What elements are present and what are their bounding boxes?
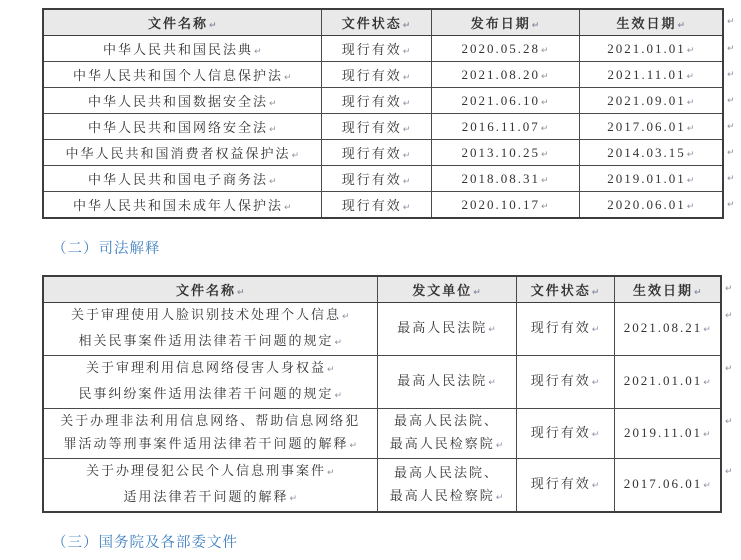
file-status-cell (516, 409, 614, 459)
cell-text: 中华人民共和国未成年人保护法 (72, 198, 283, 213)
cell-text: 现行有效 (530, 320, 591, 335)
file-status-cell (321, 166, 431, 192)
row-end-mark-icon: ↵ (727, 95, 735, 106)
effective-date-cell (579, 36, 723, 62)
section-heading-judicial: （二）司法解释 (52, 241, 161, 257)
row-end-mark-icon: ↵ (727, 121, 735, 132)
row-end-mark-icon: ↵ (725, 284, 733, 294)
laws-table-header (43, 9, 723, 36)
cell-text: 最高人民法院 (397, 320, 488, 335)
cell-text: 2021.01.01 (607, 40, 686, 56)
row-end-mark-icon: ↵ (727, 147, 735, 158)
effective-date-cell (579, 114, 723, 140)
effective-date-cell (579, 192, 723, 219)
cell-text: 最高人民法院 (397, 373, 488, 388)
paragraph-mark-icon: ↵ (703, 325, 711, 335)
file-status-cell (321, 88, 431, 114)
publish-date-cell (431, 166, 579, 192)
paragraph-mark-icon: ↵ (402, 203, 411, 213)
paragraph-mark-icon: ↵ (495, 492, 504, 503)
cell-text: 中华人民共和国数据安全法 (87, 94, 268, 109)
paragraph-mark-icon: ↵ (686, 175, 695, 186)
effective-date-cell (614, 409, 721, 459)
cell-text: 关于审理利用信息网络侵害人身权益 (85, 360, 326, 375)
paragraph-mark-icon: ↵ (268, 125, 277, 135)
file-name-cell (43, 62, 321, 88)
publish-date-cell (431, 62, 579, 88)
cell-text: 现行有效 (530, 424, 591, 440)
file-name-cell (43, 36, 321, 62)
cell-text: 中华人民共和国个人信息保护法 (72, 68, 283, 83)
cell-text: 最高人民检察院 (389, 436, 495, 451)
cell-text: 现行有效 (341, 198, 402, 213)
column-header (614, 276, 721, 303)
paragraph-mark-icon: ↵ (591, 378, 600, 388)
paragraph-mark-icon: ↵ (591, 325, 600, 335)
judicial-table-header (43, 276, 721, 303)
judicial-table-body (43, 303, 721, 513)
paragraph-mark-icon: ↵ (531, 21, 540, 31)
cell-text: 2021.06.10 (461, 92, 540, 108)
cell-text: 最高人民法院、 (393, 413, 499, 428)
paragraph-mark-icon: ↵ (540, 97, 549, 108)
paragraph-mark-icon: ↵ (488, 378, 496, 388)
paragraph-mark-icon: ↵ (289, 494, 298, 504)
cell-text: 中华人民共和国网络安全法 (87, 120, 268, 135)
file-name-cell (43, 140, 321, 166)
publish-date-cell (431, 140, 579, 166)
paragraph-mark-icon: ↵ (495, 441, 504, 451)
column-header (321, 9, 431, 36)
paragraph-mark-icon: ↵ (253, 47, 262, 57)
cell-text: 2021.08.21 (623, 320, 703, 335)
paragraph-mark-icon: ↵ (591, 481, 600, 491)
paragraph-mark-icon: ↵ (540, 175, 549, 186)
publish-date-cell (431, 88, 579, 114)
publish-date-cell (431, 114, 579, 140)
cell-text: 最高人民法院、 (393, 464, 499, 480)
row-end-mark-icon: ↵ (725, 310, 733, 321)
paragraph-mark-icon: ↵ (291, 151, 300, 161)
cell-text: 文件名称 (147, 16, 208, 31)
cell-text: 发文单位 (412, 283, 473, 298)
issuing-unit-cell (377, 356, 516, 409)
paragraph-mark-icon: ↵ (341, 312, 350, 322)
paragraph-mark-icon: ↵ (540, 201, 549, 212)
table-row (43, 88, 723, 114)
table-row (43, 192, 723, 219)
cell-text: 2021.09.01 (607, 92, 686, 108)
paragraph-mark-icon: ↵ (702, 429, 711, 440)
paragraph-mark-icon: ↵ (686, 201, 695, 212)
effective-date-cell (614, 356, 721, 409)
cell-text: 关于办理侵犯公民个人信息刑事案件 (85, 463, 326, 478)
row-end-mark-icon: ↵ (725, 363, 733, 374)
row-end-mark-icon: ↵ (725, 466, 733, 477)
paragraph-mark-icon: ↵ (591, 429, 600, 440)
table-row (43, 114, 723, 140)
effective-date-cell (579, 166, 723, 192)
paragraph-mark-icon: ↵ (703, 378, 711, 388)
laws-table (42, 8, 724, 219)
cell-text: 2020.06.01 (607, 196, 686, 212)
column-header (377, 276, 516, 303)
cell-text: 2017.06.01 (623, 476, 703, 491)
paragraph-mark-icon: ↵ (686, 97, 695, 108)
cell-text: 发布日期 (470, 16, 531, 31)
column-header (516, 276, 614, 303)
file-status-cell (516, 303, 614, 356)
paragraph-mark-icon: ↵ (334, 338, 343, 348)
paragraph-mark-icon: ↵ (334, 391, 343, 401)
effective-date-cell (579, 140, 723, 166)
issuing-unit-cell (377, 409, 516, 459)
paragraph-mark-icon: ↵ (540, 123, 549, 134)
cell-text: 民事纠纷案件适用法律若干问题的规定 (78, 386, 334, 401)
paragraph-mark-icon: ↵ (693, 288, 702, 298)
file-name-cell (43, 88, 321, 114)
cell-text: 相关民事案件适用法律若干问题的规定 (78, 333, 334, 348)
paragraph-mark-icon: ↵ (326, 468, 335, 478)
cell-text: 2016.11.07 (461, 118, 540, 134)
cell-text: 现行有效 (341, 42, 402, 57)
effective-date-cell (614, 303, 721, 356)
file-status-cell (321, 192, 431, 219)
paragraph-mark-icon: ↵ (402, 151, 411, 161)
file-status-cell (516, 459, 614, 513)
publish-date-cell (431, 192, 579, 219)
header-row (43, 9, 723, 36)
paragraph-mark-icon: ↵ (677, 21, 686, 31)
paragraph-mark-icon: ↵ (591, 288, 600, 298)
file-status-cell (321, 62, 431, 88)
column-header (43, 276, 377, 303)
paragraph-mark-icon: ↵ (686, 71, 695, 82)
paragraph-mark-icon: ↵ (236, 288, 245, 298)
cell-text: 关于审理使用人脸识别技术处理个人信息 (70, 307, 341, 322)
file-status-cell (321, 114, 431, 140)
table-row (43, 36, 723, 62)
cell-text: 2019.01.01 (607, 170, 686, 186)
effective-date-cell (579, 88, 723, 114)
paragraph-mark-icon: ↵ (326, 365, 335, 375)
cell-text: 2018.08.31 (461, 170, 540, 186)
row-end-mark-icon: ↵ (727, 69, 735, 80)
cell-text: 现行有效 (341, 172, 402, 187)
paragraph-mark-icon: ↵ (283, 73, 292, 83)
file-name-cell (43, 409, 377, 459)
cell-text: 2017.06.01 (607, 118, 686, 134)
section-heading-state-council: （三）国务院及各部委文件 (52, 535, 238, 551)
cell-text: 文件名称 (175, 283, 236, 298)
table-row (43, 303, 721, 356)
paragraph-mark-icon: ↵ (268, 99, 277, 109)
paragraph-mark-icon: ↵ (686, 149, 695, 160)
cell-text: 中华人民共和国民法典 (102, 42, 253, 57)
cell-text: 2020.10.17 (461, 196, 540, 212)
publish-date-cell (431, 36, 579, 62)
file-name-cell (43, 356, 377, 409)
file-name-cell (43, 166, 321, 192)
file-name-cell (43, 114, 321, 140)
cell-text: 文件状态 (341, 16, 402, 31)
row-end-mark-icon: ↵ (727, 17, 735, 27)
cell-text: 现行有效 (530, 476, 591, 491)
cell-text: 现行有效 (341, 94, 402, 109)
laws-table-body (43, 36, 723, 219)
cell-text: 生效日期 (632, 283, 693, 298)
cell-text: 2014.03.15 (607, 144, 686, 160)
table-row (43, 140, 723, 166)
table-row (43, 166, 723, 192)
column-header (579, 9, 723, 36)
paragraph-mark-icon: ↵ (208, 21, 217, 31)
paragraph-mark-icon: ↵ (488, 325, 496, 335)
file-status-cell (321, 140, 431, 166)
cell-text: 最高人民检察院 (389, 487, 495, 503)
paragraph-mark-icon: ↵ (402, 177, 411, 187)
cell-text: 罪活动等刑事案件适用法律若干问题的解释 (63, 436, 349, 451)
paragraph-mark-icon: ↵ (402, 47, 411, 57)
row-end-mark-icon: ↵ (727, 173, 735, 184)
file-name-cell (43, 459, 377, 513)
header-row (43, 276, 721, 303)
paragraph-mark-icon: ↵ (268, 177, 277, 187)
paragraph-mark-icon: ↵ (349, 441, 358, 451)
paragraph-mark-icon: ↵ (540, 45, 549, 56)
table-row (43, 459, 721, 513)
cell-text: 2019.11.01 (623, 424, 702, 440)
file-name-cell (43, 192, 321, 219)
cell-text: 2013.10.25 (461, 144, 540, 160)
file-status-cell (321, 36, 431, 62)
cell-text: 2021.08.20 (461, 66, 540, 82)
cell-text: 适用法律若干问题的解释 (123, 489, 289, 504)
cell-text: 现行有效 (341, 68, 402, 83)
row-end-mark-icon: ↵ (727, 43, 735, 54)
file-status-cell (516, 356, 614, 409)
table-row (43, 356, 721, 409)
paragraph-mark-icon: ↵ (686, 123, 695, 134)
effective-date-cell (579, 62, 723, 88)
table-row (43, 62, 723, 88)
issuing-unit-cell (377, 459, 516, 513)
paragraph-mark-icon: ↵ (703, 481, 711, 491)
table-row (43, 409, 721, 459)
paragraph-mark-icon: ↵ (540, 71, 549, 82)
issuing-unit-cell (377, 303, 516, 356)
paragraph-mark-icon: ↵ (402, 73, 411, 83)
cell-text: 现行有效 (341, 120, 402, 135)
column-header (431, 9, 579, 36)
column-header (43, 9, 321, 36)
cell-text: 现行有效 (530, 373, 591, 388)
cell-text: 生效日期 (616, 16, 677, 31)
cell-text: 关于办理非法利用信息网络、帮助信息网络犯 (60, 413, 361, 428)
paragraph-mark-icon: ↵ (473, 288, 481, 298)
paragraph-mark-icon: ↵ (283, 203, 292, 213)
cell-text: 文件状态 (530, 283, 591, 298)
row-end-mark-icon: ↵ (727, 199, 735, 210)
cell-text: 2020.05.28 (461, 40, 540, 56)
paragraph-mark-icon: ↵ (686, 45, 695, 56)
paragraph-mark-icon: ↵ (402, 125, 411, 135)
paragraph-mark-icon: ↵ (540, 149, 549, 160)
cell-text: 中华人民共和国消费者权益保护法 (65, 146, 291, 161)
row-end-mark-icon: ↵ (725, 416, 733, 427)
paragraph-mark-icon: ↵ (402, 21, 411, 31)
file-name-cell (43, 303, 377, 356)
cell-text: 2021.11.01 (607, 66, 686, 82)
effective-date-cell (614, 459, 721, 513)
judicial-table (42, 275, 722, 513)
paragraph-mark-icon: ↵ (402, 99, 411, 109)
cell-text: 2021.01.01 (623, 373, 703, 388)
cell-text: 中华人民共和国电子商务法 (87, 172, 268, 187)
cell-text: 现行有效 (341, 146, 402, 161)
